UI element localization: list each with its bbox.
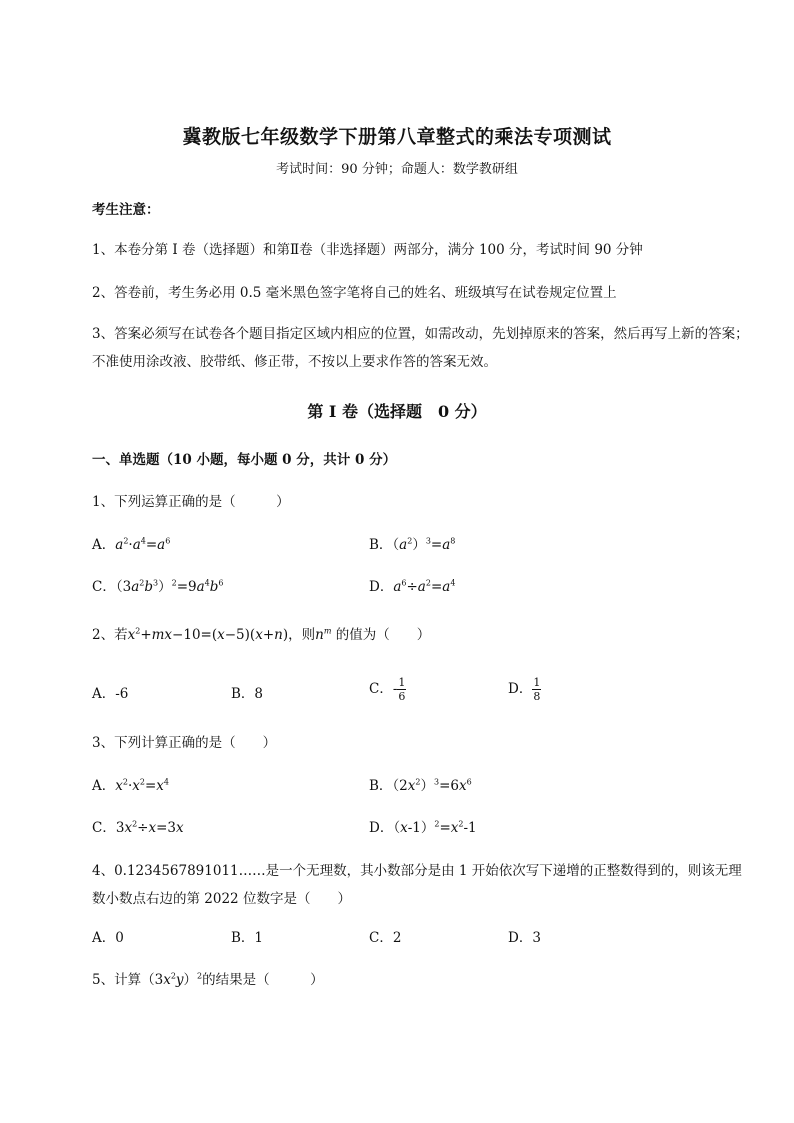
question-2-option-a: A．-6 — [92, 686, 129, 702]
question-2-option-c — [369, 676, 406, 703]
notice-item-2: 2、答卷前，考生务必用 0.5 毫米黑色签字笔将自己的姓名、班级填写在试卷规定位置上 — [92, 285, 617, 301]
part-title: 一、单选题（10 小题，每小题 0 分，共计 0 分） — [92, 452, 397, 468]
option-label: C． — [92, 820, 116, 836]
option-label: A． — [92, 778, 116, 794]
option-label: B． — [369, 778, 393, 794]
question-4-option-b: B．1 — [231, 930, 264, 946]
question-3-option-c: C．$3x^2\div x=3x$ — [92, 819, 184, 836]
stem-text: 的值为（ ） — [331, 627, 431, 643]
option-label: B． — [369, 537, 393, 553]
question-2-option-b: B．8 — [231, 686, 264, 702]
fraction-denominator: 6 — [398, 690, 406, 703]
fraction-numerator: 1 — [398, 676, 406, 689]
section-title: 第 I 卷（选择题 0 分） — [307, 402, 487, 421]
option-label: D． — [369, 820, 394, 836]
question-4-option-a: A．0 — [92, 930, 124, 946]
fraction — [532, 676, 541, 703]
question-4-stem: 4、0.1234567891011……是一个无理数，其小数部分是由 1 开始依次写下递增的正整数得到的，则该无理数小数点右边的第 2022 位数字是（ ） — [92, 863, 742, 907]
question-3-option-a: A．$x^2\cdot x^2=x^4$ — [92, 777, 170, 794]
question-2-option-d — [508, 676, 541, 703]
notice-item-3: 3、答案必须写在试卷各个题目指定区域内相应的位置，如需改动，先划掉原来的答案，然后再写上新的答案；不准使用涂改液、胶带纸、修正带，不按以上要求作答的答案无效。 — [92, 326, 749, 370]
question-1-option-a: A．$a^2\cdot a^4=a^6$ — [92, 536, 171, 553]
question-4-option-c: C．2 — [369, 930, 402, 946]
stem-text: 2、若 — [92, 627, 128, 643]
page-title: 冀教版七年级数学下册第八章整式的乘法专项测试 — [182, 126, 612, 148]
question-1-option-c: C．$(3a^2b^3)^2=9a^4b^6$ — [92, 578, 224, 595]
question-4-option-d: D．3 — [508, 930, 541, 946]
stem-text: ，则 — [288, 627, 316, 643]
page-subtitle: 考试时间：90 分钟；命题人：数学教研组 — [276, 162, 518, 177]
fraction — [397, 676, 406, 703]
question-1-option-d: D．$a^6\div a^2=a^4$ — [369, 578, 456, 595]
stem-text: 5、计算 — [92, 972, 142, 988]
fraction-denominator: 8 — [533, 690, 541, 703]
notice-item-1: 1、本卷分第 I 卷（选择题）和第Ⅱ卷（非选择题）两部分，满分 100 分，考试时间 90 分钟 — [92, 242, 643, 258]
fraction-numerator: 1 — [533, 676, 541, 689]
question-1-option-b: B．$(a^2)^3=a^8$ — [369, 536, 456, 553]
question-5-stem: 5、计算$(3x^2y)^2$的结果是（ ） — [92, 971, 324, 988]
option-label: A． — [92, 537, 116, 553]
option-label: D． — [369, 579, 394, 595]
question-3-stem: 3、下列计算正确的是（ ） — [92, 735, 277, 751]
question-2-stem: 2、若$x^2+mx-10=(x-5)(x+n)$，则$n^m$ 的值为（ ） — [92, 626, 431, 643]
notice-heading: 考生注意： — [92, 202, 160, 218]
stem-text: 的结果是（ ） — [202, 972, 324, 988]
question-1-stem: 1、下列运算正确的是（ ） — [92, 494, 290, 510]
question-3-option-b: B．$(2x^2)^3=6x^6$ — [369, 777, 472, 794]
option-label: C． — [92, 579, 116, 595]
question-3-option-d: D．$(x-1)^2=x^2-1$ — [369, 819, 477, 836]
option-label: D． — [508, 681, 533, 697]
option-label: C．- — [369, 681, 398, 697]
